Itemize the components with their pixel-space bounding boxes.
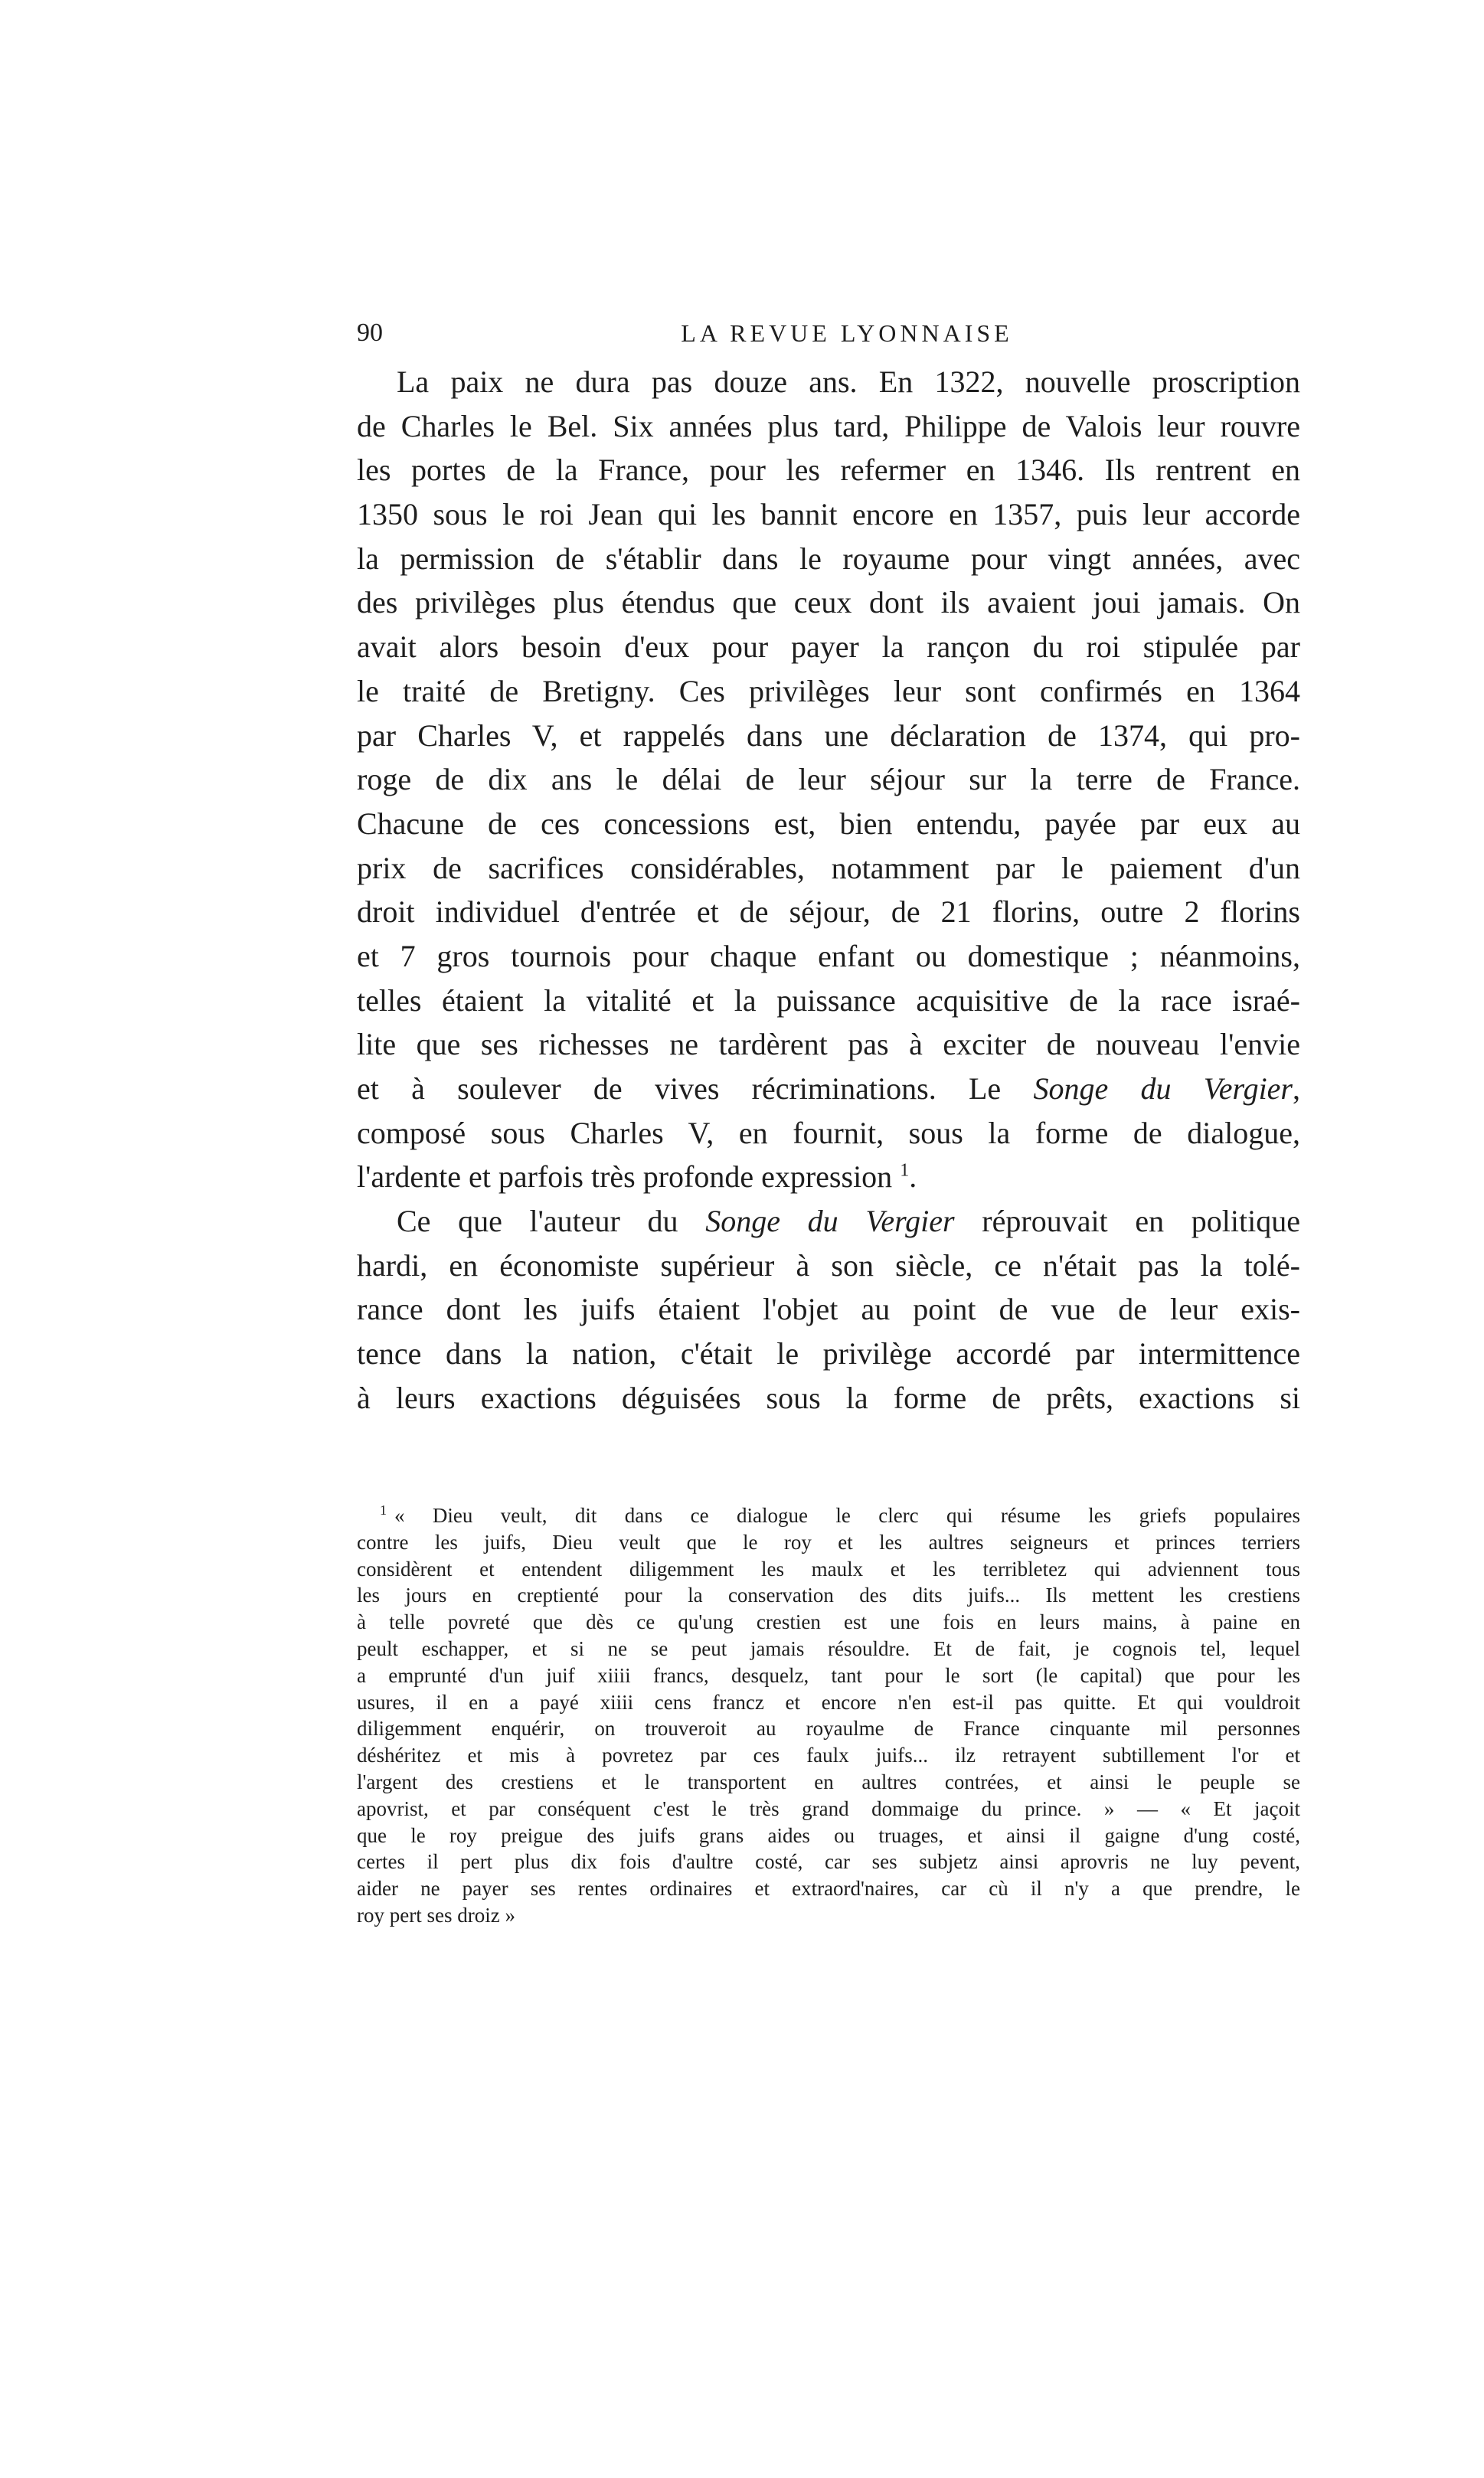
text-line: prix de sacrifices considérables, notamment par le paiement d'un bbox=[357, 850, 1300, 885]
italic-title: Songe du Vergier bbox=[705, 1204, 955, 1239]
italic-title: Songe du Vergier bbox=[1033, 1071, 1293, 1106]
footnote-line: aider ne payer ses rentes ordinaires et extraord'naires, car cù il n'y a que prendre, le bbox=[357, 1877, 1300, 1901]
footnote-line: déshéritez et mis à povretez par ces faulx juifs... ilz retrayent subtillement l'or et bbox=[357, 1744, 1300, 1767]
text-segment: Ce que l'auteur du bbox=[397, 1204, 678, 1239]
text-line bbox=[357, 1155, 1300, 1199]
text-line: La paix ne dura pas douze ans. En 1322, nouvelle proscription bbox=[397, 365, 1300, 399]
text-line: lite que ses richesses ne tardèrent pas à exciter de nouveau l'envie bbox=[357, 1027, 1300, 1062]
text-segment: « Dieu veult, dit dans ce dialogue le clerc qui résume les griefs populaires bbox=[394, 1504, 1300, 1527]
footnote-line: apovrist, et par conséquent c'est le très grand dommaige du prince. » — « Et jaçoit bbox=[357, 1796, 1300, 1820]
footnote-line: roy pert ses droiz » bbox=[357, 1903, 515, 1927]
footnote-line: considèrent et entendent diligemment les maulx et les terribletez qui adviennent tous bbox=[357, 1557, 1300, 1581]
paragraph-2 bbox=[357, 1199, 1300, 1420]
footnote-line: peult eschapper, et si ne se peut jamais résouldre. Et de fait, je cognois tel, lequel bbox=[357, 1636, 1300, 1660]
text-line: telles étaient la vitalité et la puissance acquisitive de la race israé- bbox=[357, 982, 1300, 1018]
text-line: de Charles le Bel. Six années plus tard, Philippe de Valois leur rouvre bbox=[357, 408, 1300, 443]
text-line: tence dans la nation, c'était le privilège accordé par intermittence bbox=[357, 1336, 1300, 1371]
text-line: Chacune de ces concessions est, bien entendu, payée par eux au bbox=[357, 806, 1300, 841]
text-line: hardi, en économiste supérieur à son siècle, ce n'était pas la tolé- bbox=[357, 1247, 1300, 1283]
journal-title: LA REVUE LYONNAISE bbox=[681, 319, 1013, 347]
text-line: roge de dix ans le délai de leur séjour sur la terre de France. bbox=[357, 762, 1300, 797]
footnote-line: usures, il en a payé xiiii cens francz et encore n'en est-il pas quitte. Et qui vouldroit bbox=[357, 1690, 1300, 1714]
text-line: la permission de s'établir dans le royaume pour vingt années, avec bbox=[357, 541, 1300, 576]
page-number: 90 bbox=[357, 319, 383, 347]
text-line: et 7 gros tournois pour chaque enfant ou domestique ; néanmoins, bbox=[357, 938, 1300, 973]
footnote-line: certes il pert plus dix fois d'aultre costé, car ses subjetz ainsi aprovris ne luy pevent, bbox=[357, 1850, 1300, 1874]
paragraph-1 bbox=[357, 360, 1300, 1199]
text-line bbox=[357, 1199, 1300, 1244]
footnote-line: diligemment enquérir, on trouveroit au royaulme de France cinquante mil personnes bbox=[357, 1717, 1300, 1741]
text-line: des privilèges plus étendus que ceux dont ils avaient joui jamais. On bbox=[357, 585, 1300, 620]
footnote bbox=[357, 1502, 1300, 1929]
text-line bbox=[357, 1067, 1300, 1111]
footnote-line: contre les juifs, Dieu veult que le roy et les aultres seigneurs et princes terriers bbox=[357, 1530, 1300, 1554]
text-segment: , bbox=[1293, 1071, 1300, 1106]
body-text bbox=[357, 360, 1300, 1420]
text-segment: et à soulever de vives récriminations. Le bbox=[357, 1071, 1002, 1106]
text-line: par Charles V, et rappelés dans une déclaration de 1374, qui pro- bbox=[357, 718, 1300, 753]
text-line: 1350 sous le roi Jean qui les bannit encore en 1357, puis leur accorde bbox=[357, 497, 1300, 532]
text-segment: l'ardente et parfois très profonde expression bbox=[357, 1159, 893, 1195]
text-line: le traité de Bretigny. Ces privilèges leur sont confirmés en 1364 bbox=[357, 673, 1300, 708]
text-line: rance dont les juifs étaient l'objet au point de vue de leur exis- bbox=[357, 1292, 1300, 1327]
footnote-line: a emprunté d'un juif xiiii francs, desquelz, tant pour le sort (le capital) que pour les bbox=[357, 1663, 1300, 1687]
text-line: les portes de la France, pour les refermer en 1346. Ils rentrent en bbox=[357, 453, 1300, 488]
text-segment: réprouvait en politique bbox=[982, 1204, 1300, 1239]
text-line: droit individuel d'entrée et de séjour, de 21 florins, outre 2 florins bbox=[357, 894, 1300, 930]
footnote-reference: 1 bbox=[900, 1161, 910, 1182]
footnote-marker: 1 bbox=[380, 1502, 387, 1518]
footnote-line: les jours en creptienté pour la conservation des dits juifs... Ils mettent les crestiens bbox=[357, 1584, 1300, 1607]
text-segment: . bbox=[909, 1159, 917, 1195]
footnote-line: que le roy preigue des juifs grans aides ou truages, et ainsi il gaigne d'ung costé, bbox=[357, 1823, 1300, 1847]
footnote-line: l'argent des crestiens et le transportent en aultres contrées, et ainsi le peuple se bbox=[357, 1770, 1300, 1793]
text-line: composé sous Charles V, en fournit, sous la forme de dialogue, bbox=[357, 1115, 1300, 1150]
running-head bbox=[357, 314, 1300, 352]
text-line: avait alors besoin d'eux pour payer la rançon du roi stipulée par bbox=[357, 629, 1300, 665]
footnote-line: à telle povreté que dès ce qu'ung crestien est une fois en leurs mains, à paine en bbox=[357, 1610, 1300, 1634]
footnote-line bbox=[380, 1502, 1300, 1529]
text-line: à leurs exactions déguisées sous la forme de prêts, exactions si bbox=[357, 1380, 1300, 1415]
